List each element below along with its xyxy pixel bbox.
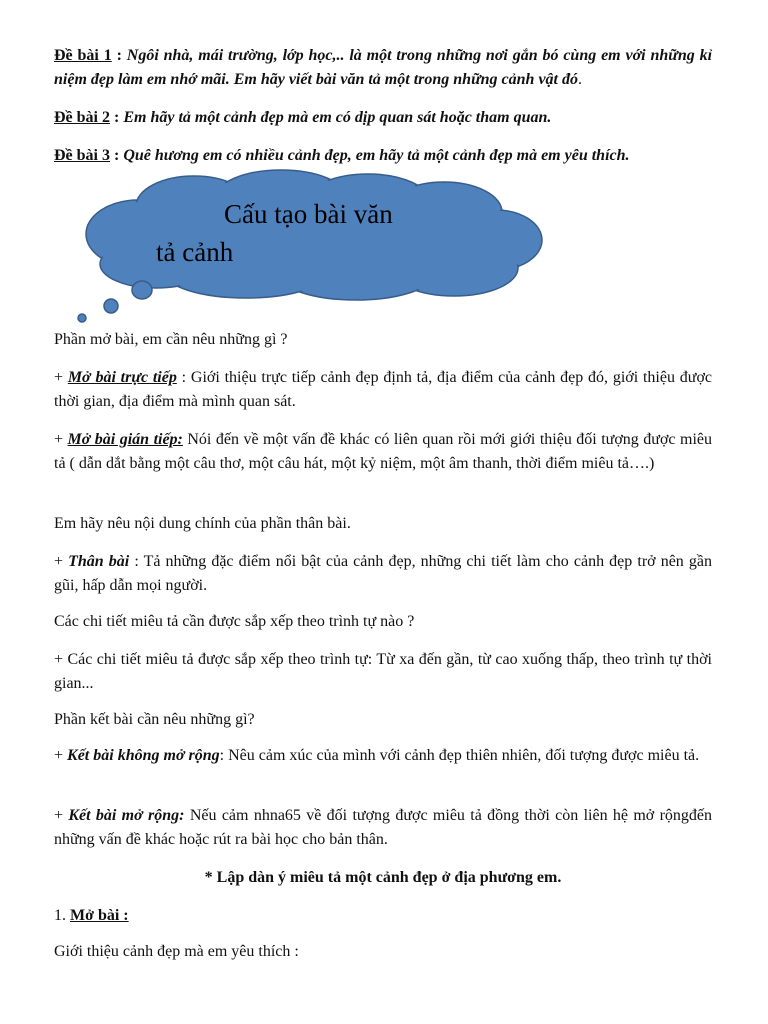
than-bai-prefix: +	[54, 553, 69, 570]
prompt-3-text: Quê hương em có nhiều cảnh đẹp, em hãy tả một cảnh đẹp mà em yêu thích.	[123, 147, 630, 164]
prompt-1-text: Ngôi nhà, mái trường, lớp học,.. là một trong những nơi gắn bó cùng em với những kỉ niệm đẹp làm em nhớ mãi. Em hãy viết bài văn tả một trong những cảnh vật đó	[54, 47, 713, 88]
prompt-1-sep: :	[111, 47, 127, 64]
thought-cloud-shape	[76, 168, 546, 328]
prompt-3	[54, 144, 712, 168]
mo-gian-tiep-text: Nói đến về một vấn đề khác có liên quan rồi mới giới thiệu đối tượng được miêu tả ( dẫn dắt bằng một câu thơ, một câu hát, một kỷ niệm, một âm thanh, thời điểm miêu tả….)	[54, 431, 712, 472]
prompt-1-tail: .	[578, 71, 582, 88]
mo-truc-tiep-prefix: +	[54, 369, 68, 386]
ket-bai-mo-rong	[54, 804, 712, 852]
ket-mo-rong-prefix: +	[54, 807, 69, 824]
prompt-2-sep: :	[110, 109, 124, 126]
question-trinh-tu: Các chi tiết miêu tả cần được sắp xếp theo trình tự nào ?	[54, 613, 415, 630]
prompt-2-text: Em hãy tả một cảnh đẹp mà em có dịp quan sát hoặc tham quan.	[123, 109, 552, 126]
cloud-title-line-1: Cấu tạo bài văn	[224, 199, 393, 229]
ket-mo-rong-text: Nếu cảm nhna65 về đối tượng được miêu tả đồng thời còn liên hệ mở rộngđến những vấn đề khác hoặc rút ra bài học cho bản thân.	[54, 807, 713, 848]
mo-bai-gian-tiep	[54, 428, 712, 476]
cloud-title-line-2: tả cảnh	[156, 237, 234, 267]
ket-khong-prefix: +	[54, 747, 68, 764]
section-1-label: Mở bài :	[70, 907, 129, 924]
intro-line: Giới thiệu cảnh đẹp mà em yêu thích :	[54, 943, 299, 960]
mo-truc-tiep-text: : Giới thiệu trực tiếp cảnh đẹp định tả, địa điểm của cảnh đẹp đó, giới thiệu được thời gian, địa điểm mà mình quan sát.	[54, 369, 713, 410]
prompt-3-label: Đề bài 3	[54, 147, 110, 164]
prompt-3-sep: :	[110, 147, 124, 164]
question-than-bai: Em hãy nêu nội dung chính của phần thân bài.	[54, 515, 351, 532]
outline-title: * Lập dàn ý miêu tả một cảnh đẹp ở địa phương em.	[204, 869, 562, 886]
prompt-1-label: Đề bài 1	[54, 47, 112, 64]
than-bai	[54, 550, 712, 598]
mo-gian-tiep-prefix: +	[54, 431, 68, 448]
prompt-2	[54, 106, 712, 130]
ket-khong-label: Kết bài không mở rộng	[67, 747, 220, 764]
section-1-number: 1.	[54, 907, 70, 924]
question-ket-bai: Phần kết bài cần nêu những gì?	[54, 711, 255, 728]
section-1-heading	[54, 904, 712, 928]
mo-bai-truc-tiep	[54, 366, 712, 414]
question-mo-bai: Phần mở bài, em cần nêu những gì ?	[54, 331, 288, 348]
than-bai-label: Thân bài	[68, 553, 130, 570]
mo-gian-tiep-label: Mở bài gián tiếp:	[67, 431, 183, 448]
ket-khong-text: : Nêu cảm xúc của mình với cảnh đẹp thiên nhiên, đối tượng được miêu tả.	[219, 747, 700, 764]
than-bai-text: : Tả những đặc điểm nổi bật của cảnh đẹp, những chi tiết làm cho cảnh đẹp trở nên gần gũi, hấp dẫn mọi người.	[54, 553, 712, 594]
trinh-tu: + Các chi tiết miêu tả được sắp xếp theo trình tự: Từ xa đến gần, từ cao xuống thấp, theo trình tự thời gian...	[54, 651, 712, 692]
mo-truc-tiep-label: Mở bài trực tiếp	[67, 369, 177, 386]
prompt-1	[54, 44, 712, 92]
cloud-bubbles	[78, 281, 152, 322]
ket-bai-khong-mo-rong	[54, 744, 712, 768]
ket-mo-rong-label: Kết bài mở rộng:	[68, 807, 185, 824]
prompt-2-label: Đề bài 2	[54, 109, 110, 126]
